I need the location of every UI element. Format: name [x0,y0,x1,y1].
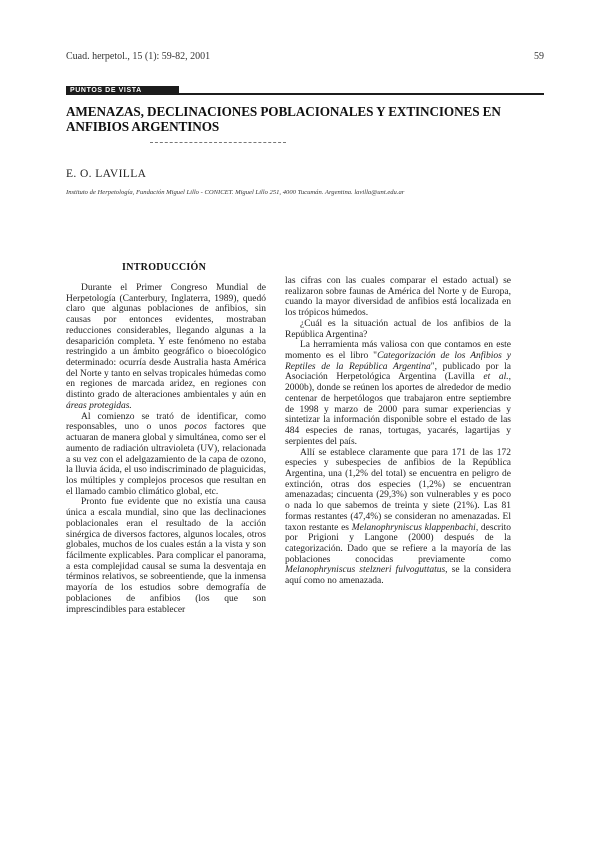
paragraph: Pronto fue evidente que no existía una causa única a escala mundial, sino que las declinaciones poblacionales eran el resultado de la acción sinérgica de diversos factores, algunos locales, otros globales, muchos de los cuales están a la vista y son fácilmente explicables. Para complicar el panorama, a esta complejidad causal se suma la desventaja en términos relativos, se sobreentiende, que la inmensa mayoría de los estudios sobre demografía de poblaciones de anfibios (los que son imprescindibles para establecer [66,497,266,615]
author-name: E. O. LAVILLA [66,168,147,180]
paragraph: Durante el Primer Congreso Mundial de Herpetología (Canterbury, Inglaterra, 1989), quedó claro que algunas poblaciones de anfibios, sin causas por entonces evidentes, mostraban reducciones considerables, llegando algunas a la desaparición completa. Y este fenómeno no estaba restringido a un ámbito geográfico o bioecológico determinado: ocurría desde Australia hasta América del Norte y tanto en selvas tropicales húmedas como en regiones de marcada aridez, en regiones con distinto grado de alteraciones ambientales y aún en áreas protegidas. [66,283,266,411]
page-number: 59 [534,51,544,62]
article-title: AMENAZAS, DECLINACIONES POBLACIONALES Y EXTINCIONES EN ANFIBIOS ARGENTINOS [66,104,501,134]
paragraph: ¿Cuál es la situación actual de los anfibios de la República Argentina? [285,318,511,340]
paragraph: las cifras con las cuales comparar el estado actual) se realizaron sobre faunas de América del Norte y de Europa, cuando la mayor diversidad de anfibios está localizada en los trópicos húmedos. [285,276,511,319]
text-column-left [66,283,266,615]
journal-citation: Cuad. herpetol., 15 (1): 59-82, 2001 [66,51,211,62]
text-column-right [285,276,511,587]
paragraph: Al comienzo se trató de identificar, como responsables, uno o unos pocos factores que actuaran de manera global y simultánea, como ser el aumento de radiación ultravioleta (UV), relacionada a su vez con el adelgazamiento de la capa de ozono, la lluvia ácida, el uso indiscriminado de plaguicidas, los múltiples y complejos procesos que resultan en el llamado cambio climático global, etc. [66,411,266,497]
title-divider [150,142,286,143]
section-badge: PUNTOS DE VISTA [66,86,179,95]
paragraph: Allí se establece claramente que para 171 de las 172 especies y subespecies de anfibios de la República Argentina, una (1,2% del total) se encuentra en peligro de extinción, otras dos especies (1,2%) se encuentran amenazadas; cincuenta (29,3%) son vulnerables y es poco o nada lo que sabemos de treinta y siete (21%). Las 81 formas restantes (47,4%) se consideran no amenazadas. El taxon restante es Melanophryniscus klappenbachi, descrito por Prigioni y Langone (2000) después de la categorización. Dado que se refiere a la mayoría de las poblaciones conocidas previamente como Melanophryniscus stelzneri fulvoguttatus, se la considera aquí como no amenazada. [285,447,511,587]
author-affiliation: Instituto de Herpetología, Fundación Miguel Lillo - CONICET. Miguel Lillo 251, 4000 Tucumán. Argentina. lavilla@unt.edu.ar [66,189,405,196]
paragraph: La herramienta más valiosa con que contamos en este momento es el libro "Categorización de los Anfibios y Reptiles de la República Argentina", publicado por la Asociación Herpetológica Argentina (Lavilla et al., 2000b), donde se reúnen los aportes de alrededor de medio centenar de herpetólogos que trabajaron entre septiembre de 1998 y marzo de 2000 para sumar experiencias y sintetizar la información disponible sobre el estado de las 484 especies de ranas, tortugas, yacarés, lagartijas y serpientes del país. [285,340,512,447]
section-heading-introduccion: INTRODUCCIÓN [122,262,207,273]
